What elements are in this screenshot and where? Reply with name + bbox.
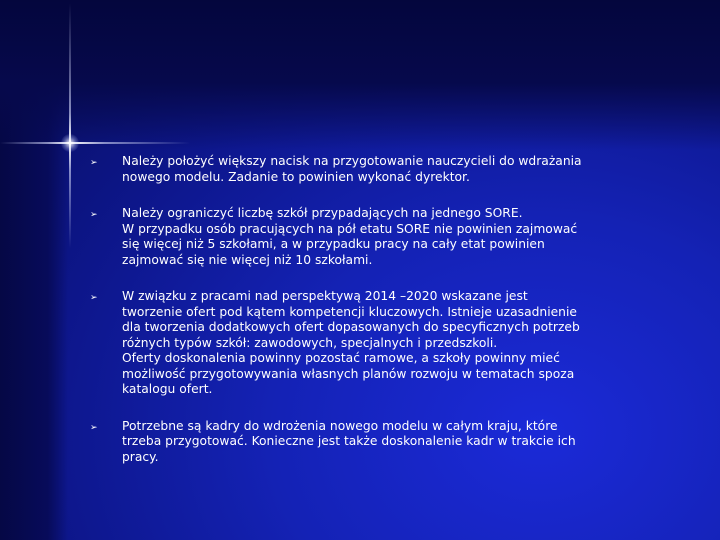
sparkle-horizontal-ray [0,142,190,144]
bullet-item [90,154,590,185]
arrow-bullet-icon: ➢ [90,158,98,168]
bullet-text: Należy położyć większy nacisk na przygotowanie nauczycieli do wdrażania nowego modelu. Zadanie to powinien wykonać dyrektor. [122,154,582,184]
bullet-item [90,419,590,466]
bullet-text: W związku z pracami nad perspektywą 2014 –2020 wskazane jest tworzenie ofert pod kątem kompetencji kluczowych. Istnieje uzasadnienie dla tworzenia dodatkowych ofert dopasowanych do specyficznych potrzeb różnych typów szkół: zawodowych, specjalnych i przedszkoli. Oferty doskonalenia powinny pozostać ramowe, a szkoły powinny mieć możliwość przygotowywania własnych planów rozwoju w tematach spoza katalogu ofert. [122,289,580,396]
bullet-item [90,206,590,268]
arrow-bullet-icon: ➢ [90,293,98,303]
bullet-item [90,289,590,398]
bullet-text: Należy ograniczyć liczbę szkół przypadających na jednego SORE. W przypadku osób pracujących na pół etatu SORE nie powinien zajmować się więcej niż 5 szkołami, a w przypadku pracy na cały etat powinien zajmować się nie więcej niż 10 szkołami. [122,206,578,267]
arrow-bullet-icon: ➢ [90,422,98,433]
arrow-bullet-icon: ➢ [90,210,98,220]
bullet-list [90,154,590,486]
sparkle-glow [61,134,79,152]
bullet-text: Potrzebne są kadry do wdrożenia nowego modelu w całym kraju, które trzeba przygotować. Konieczne jest także doskonalenie kadr w trakcie ich pracy. [122,418,576,464]
sparkle-vertical-ray [69,3,71,248]
top-dark-band [0,0,720,150]
